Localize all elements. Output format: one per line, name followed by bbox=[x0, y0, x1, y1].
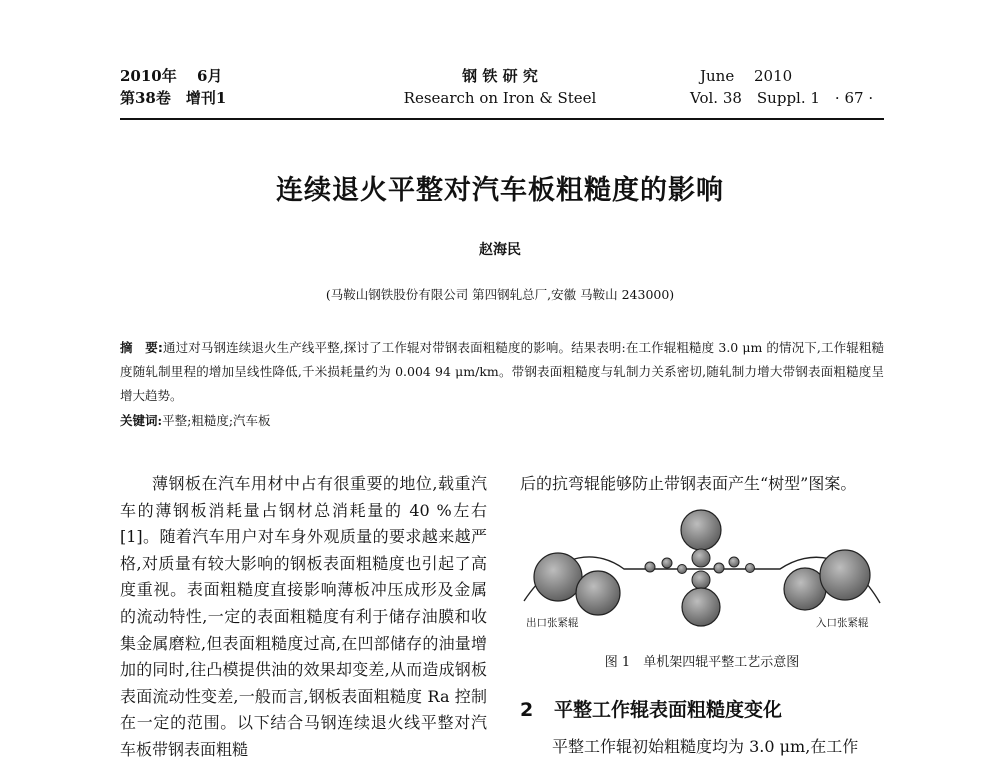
header-volume-en: Vol. 38 Suppl. 1 · 67 · bbox=[690, 89, 874, 107]
exit-tension-roll-1 bbox=[534, 553, 582, 601]
journal-name-en: Research on Iron & Steel bbox=[403, 89, 597, 107]
lower-backup-roll bbox=[682, 588, 720, 626]
affiliation: (马鞍山钢铁股份有限公司 第四钢轧总厂,安徽 马鞍山 243000) bbox=[325, 287, 675, 302]
abstract-text: 通过对马钢连续退火生产线平整,探讨了工作辊对带钢表面粗糙度的影响。结果表明:在工作辊粗糙度 3.0 μm 的情况下,工作辊粗糙度随轧制里程的增加呈线性降低,千米损耗量约为 0.004 94 μm/km。带钢表面粗糙度与轧制力关系密切,随轧制力增大带钢表面粗糙度呈增大趋势。 bbox=[120, 340, 885, 403]
exit-tension-roll-2 bbox=[576, 571, 620, 615]
section-heading bbox=[520, 695, 782, 722]
journal-name-cn: 钢 铁 研 究 bbox=[462, 67, 538, 85]
paper-title: 连续退火平整对汽车板粗糙度的影响 bbox=[276, 175, 724, 206]
guide-roll bbox=[662, 558, 672, 568]
guide-roll bbox=[678, 565, 687, 574]
guide-roll bbox=[645, 562, 655, 572]
header-date: 2010年 6月 bbox=[120, 67, 223, 85]
header-date-en: June 2010 bbox=[700, 67, 793, 85]
abstract bbox=[120, 336, 884, 408]
body-paragraph: 薄钢板在汽车用材中占有很重要的地位,载重汽车的薄钢板消耗量占钢材总消耗量的 40 %左右[1]。随着汽车用户对车身外观质量的要求越来越严格,对质量有较大影响的钢板表面粗糙度也引起了高度重视。表面粗糙度直接影响薄板冲压成形及金属的流动特性,一定的表面粗糙度有利于储存油膜和收集金属磨粒,但表面粗糙度过高,在凹部储存的油量增加的同时,往凸模提供油的效果却变差,从而造成钢板表面流动性变差,一般而言,钢板表面粗糙度 Ra 控制在一定的范围。以下结合马钢连续退火线平整对汽车板带钢表面粗糙 bbox=[120, 474, 487, 759]
body-left-column bbox=[120, 471, 487, 764]
abstract-label: 摘 要: bbox=[120, 340, 163, 355]
guide-roll bbox=[729, 557, 739, 567]
section-title: 平整工作辊表面粗糙度变化 bbox=[554, 699, 783, 721]
keywords-text: 平整;粗糙度;汽车板 bbox=[162, 413, 271, 428]
header-rule bbox=[120, 118, 884, 120]
section-number: 2 bbox=[520, 699, 534, 721]
keywords-label: 关键词: bbox=[120, 413, 163, 428]
figure-rolling-mill-diagram bbox=[520, 505, 884, 630]
guide-roll bbox=[746, 564, 755, 573]
keywords bbox=[120, 411, 271, 429]
exit-roll-label: 出口张紧辊 bbox=[526, 617, 579, 629]
header-volume: 第38卷 增刊1 bbox=[120, 89, 227, 107]
upper-work-roll bbox=[692, 549, 710, 567]
figure-caption: 图 1 单机架四辊平整工艺示意图 bbox=[604, 655, 800, 670]
entry-roll-label: 入口张紧辊 bbox=[816, 617, 869, 629]
entry-tension-roll-2 bbox=[820, 550, 870, 600]
section-paragraph: 平整工作辊初始粗糙度均为 3.0 μm,在工作 bbox=[552, 737, 859, 756]
lower-work-roll bbox=[692, 571, 710, 589]
upper-backup-roll bbox=[681, 510, 721, 550]
guide-roll bbox=[714, 563, 724, 573]
body-right-continuation: 后的抗弯辊能够防止带钢表面产生“树型”图案。 bbox=[520, 474, 857, 493]
author-name: 赵海民 bbox=[479, 242, 521, 258]
